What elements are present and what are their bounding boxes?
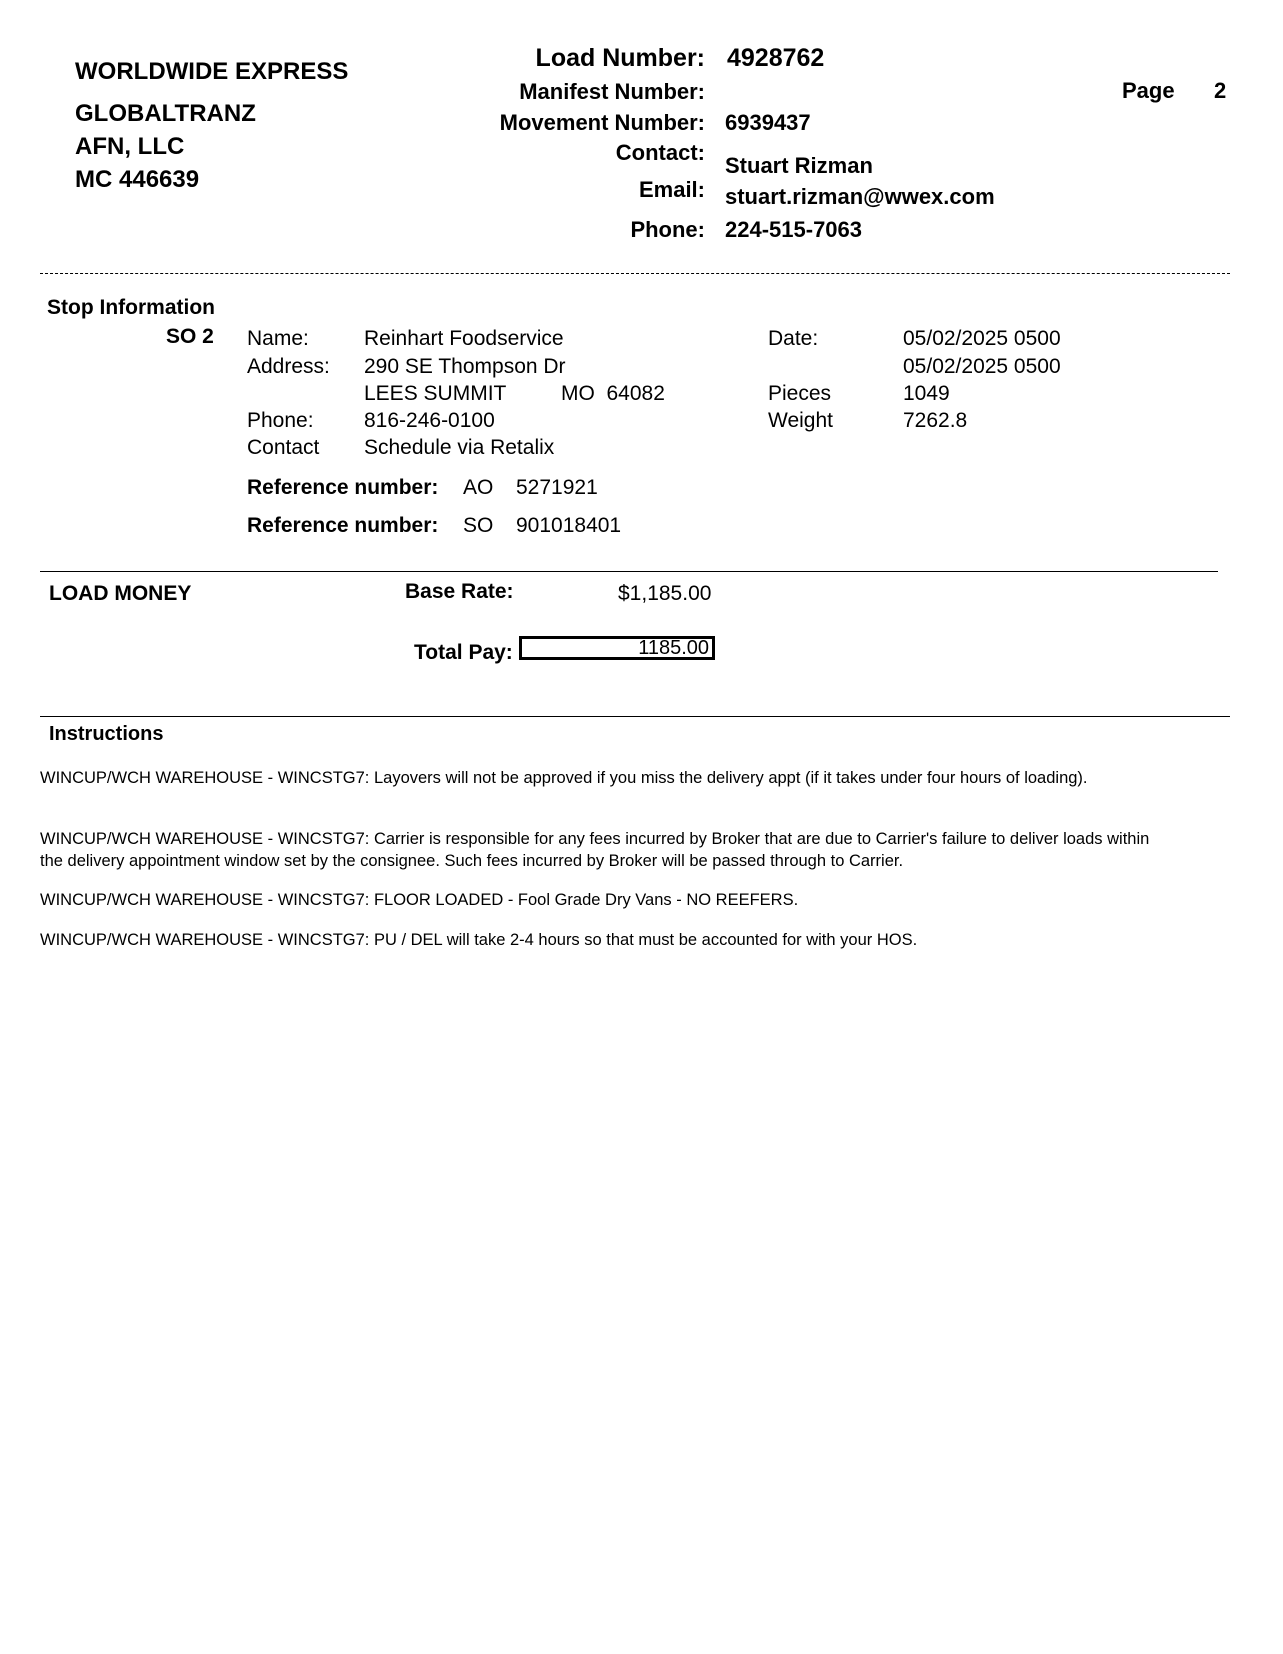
- contact-value: Stuart Rizman: [725, 153, 873, 178]
- stop-date-label: Date:: [768, 327, 819, 350]
- company-mc-number: MC 446639: [75, 166, 200, 193]
- company-name-line2: GLOBALTRANZ: [75, 100, 256, 127]
- manifest-number-label: Manifest Number:: [519, 79, 705, 104]
- load-number-label: Load Number:: [535, 44, 705, 72]
- stop-contact-label: Contact: [247, 436, 320, 459]
- instruction-item: WINCUP/WCH WAREHOUSE - WINCSTG7: Layovers will not be approved if you miss the delivery appt (if it takes under four hours of loading).: [40, 769, 1088, 787]
- reference-type: AO: [463, 476, 494, 499]
- phone-value: 224-515-7063: [725, 217, 863, 242]
- stop-divider: [40, 571, 1218, 572]
- money-divider: [40, 716, 1230, 717]
- stop-information-title: Stop Information: [47, 296, 215, 319]
- instructions-title: Instructions: [49, 723, 164, 745]
- movement-number-label: Movement Number:: [499, 110, 705, 135]
- stop-city: LEES SUMMIT: [364, 382, 507, 405]
- total-pay-label: Total Pay:: [414, 641, 513, 664]
- stop-weight-label: Weight: [768, 409, 833, 432]
- base-rate-value: $1,185.00: [618, 582, 712, 605]
- movement-number-value: 6939437: [725, 110, 811, 135]
- company-name-line1: WORLDWIDE EXPRESS: [75, 58, 349, 85]
- phone-label: Phone:: [630, 217, 705, 242]
- stop-phone-value: 816-246-0100: [364, 409, 495, 432]
- page-number: 2: [1214, 78, 1227, 103]
- stop-phone-label: Phone:: [247, 409, 314, 432]
- stop-address-line1: 290 SE Thompson Dr: [364, 355, 566, 378]
- instruction-item: WINCUP/WCH WAREHOUSE - WINCSTG7: PU / DEL will take 2-4 hours so that must be accounted for with your HOS.: [40, 931, 918, 949]
- stop-weight-value: 7262.8: [903, 409, 968, 432]
- email-label: Email:: [638, 177, 705, 202]
- stop-address-label: Address:: [247, 355, 330, 378]
- header-divider: [40, 273, 1230, 274]
- contact-label: Contact:: [615, 140, 705, 165]
- company-name-line3: AFN, LLC: [75, 133, 185, 160]
- total-pay-value: 1185.00: [638, 637, 709, 659]
- base-rate-label: Base Rate:: [405, 580, 514, 603]
- reference-value: 901018401: [516, 514, 622, 537]
- stop-code: SO 2: [166, 325, 214, 348]
- stop-name-label: Name:: [247, 327, 309, 350]
- stop-state-zip: MO 64082: [561, 382, 665, 405]
- instruction-item: WINCUP/WCH WAREHOUSE - WINCSTG7: FLOOR LOADED - Fool Grade Dry Vans - NO REEFERS.: [40, 891, 799, 909]
- load-money-title: LOAD MONEY: [49, 582, 192, 605]
- page-label: Page: [1122, 78, 1175, 103]
- stop-pieces-value: 1049: [903, 382, 950, 405]
- reference-label: Reference number:: [247, 476, 439, 499]
- stop-contact-value: Schedule via Retalix: [364, 436, 555, 459]
- reference-label: Reference number:: [247, 514, 439, 537]
- instruction-item: WINCUP/WCH WAREHOUSE - WINCSTG7: Carrier is responsible for any fees incurred by Broker that are due to Carrier's failure to deliver loads within the delivery appointment window set by the consignee. Such fees incurred by Broker will be passed through to Carrier.: [40, 830, 1150, 870]
- stop-date-2: 05/02/2025 0500: [903, 355, 1061, 378]
- total-pay-box: [519, 636, 715, 660]
- stop-date-1: 05/02/2025 0500: [903, 327, 1061, 350]
- stop-name-value: Reinhart Foodservice: [364, 327, 564, 350]
- load-number-value: 4928762: [727, 44, 825, 72]
- reference-value: 5271921: [516, 476, 598, 499]
- reference-type: SO: [463, 514, 494, 537]
- stop-pieces-label: Pieces: [768, 382, 832, 405]
- email-value: stuart.rizman@wwex.com: [725, 184, 995, 209]
